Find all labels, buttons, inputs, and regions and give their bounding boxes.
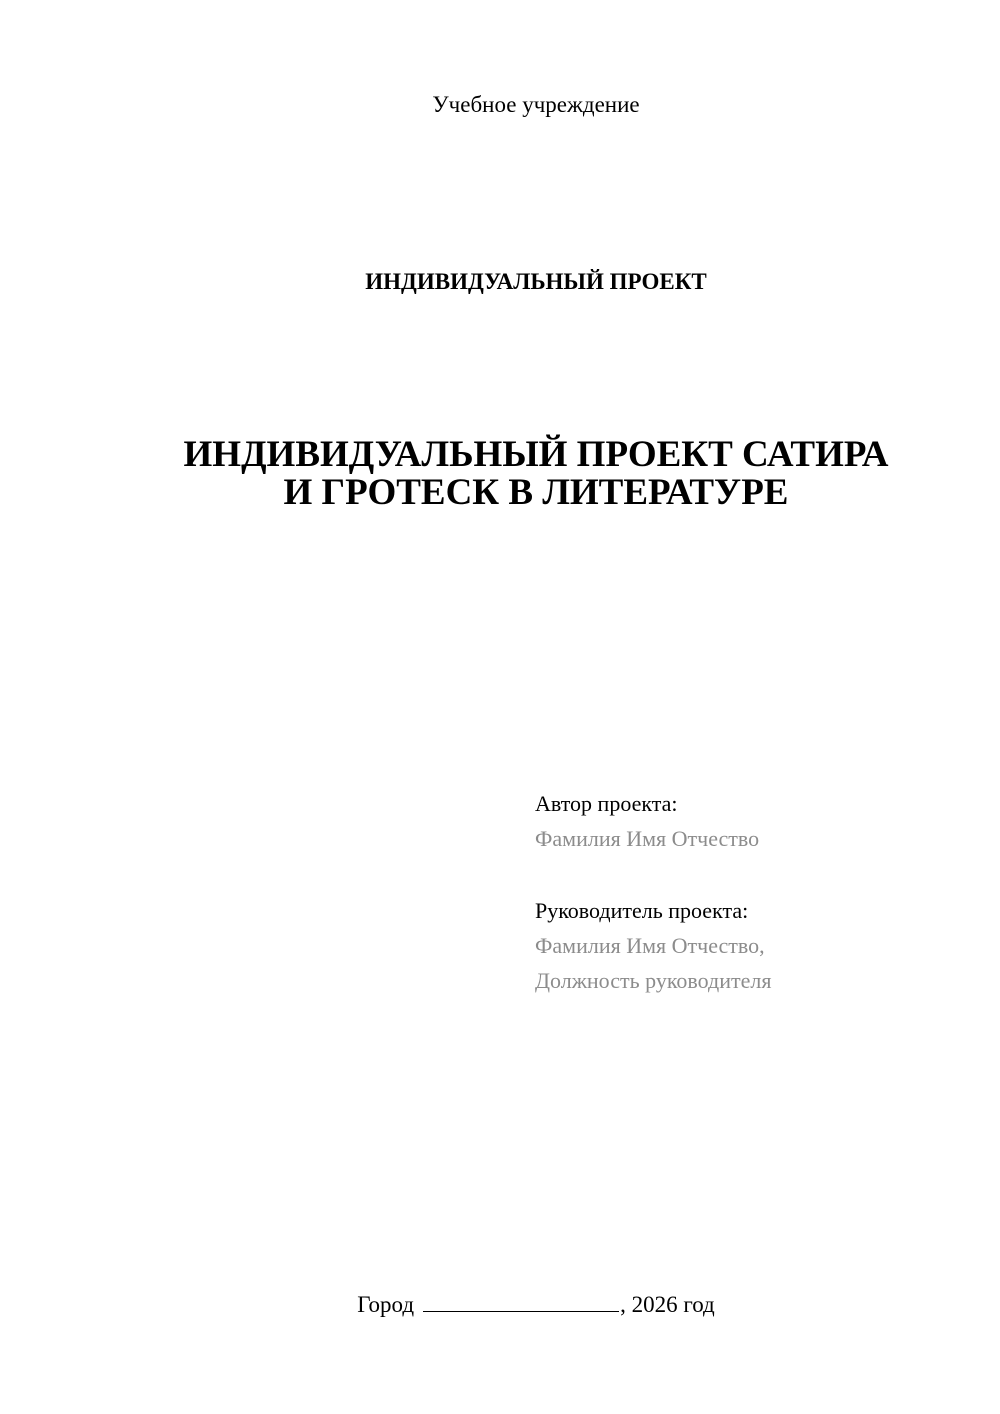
- project-title: [140, 436, 932, 512]
- supervisor-block: [535, 893, 975, 998]
- city-year-line: [0, 1291, 1000, 1319]
- supervisor-position: Должность руководителя: [535, 968, 772, 993]
- year-text: , 2026 год: [620, 1292, 715, 1317]
- supervisor-label: Руководитель проекта:: [535, 898, 749, 923]
- author-label: Автор проекта:: [535, 791, 678, 816]
- author-name: Фамилия Имя Отчество: [535, 826, 760, 851]
- supervisor-name: Фамилия Имя Отчество,: [535, 933, 765, 958]
- project-title-line-1: ИНДИВИДУАЛЬНЫЙ ПРОЕКТ САТИРА: [183, 434, 889, 475]
- city-label: Город: [357, 1292, 415, 1317]
- project-title-line-2: И ГРОТЕСК В ЛИТЕРАТУРЕ: [283, 472, 789, 513]
- document-type: ИНДИВИДУАЛЬНЫЙ ПРОЕКТ: [365, 269, 707, 294]
- author-block: [535, 786, 975, 856]
- institution-name: Учебное учреждение: [432, 92, 640, 117]
- city-blank-line: [423, 1291, 619, 1312]
